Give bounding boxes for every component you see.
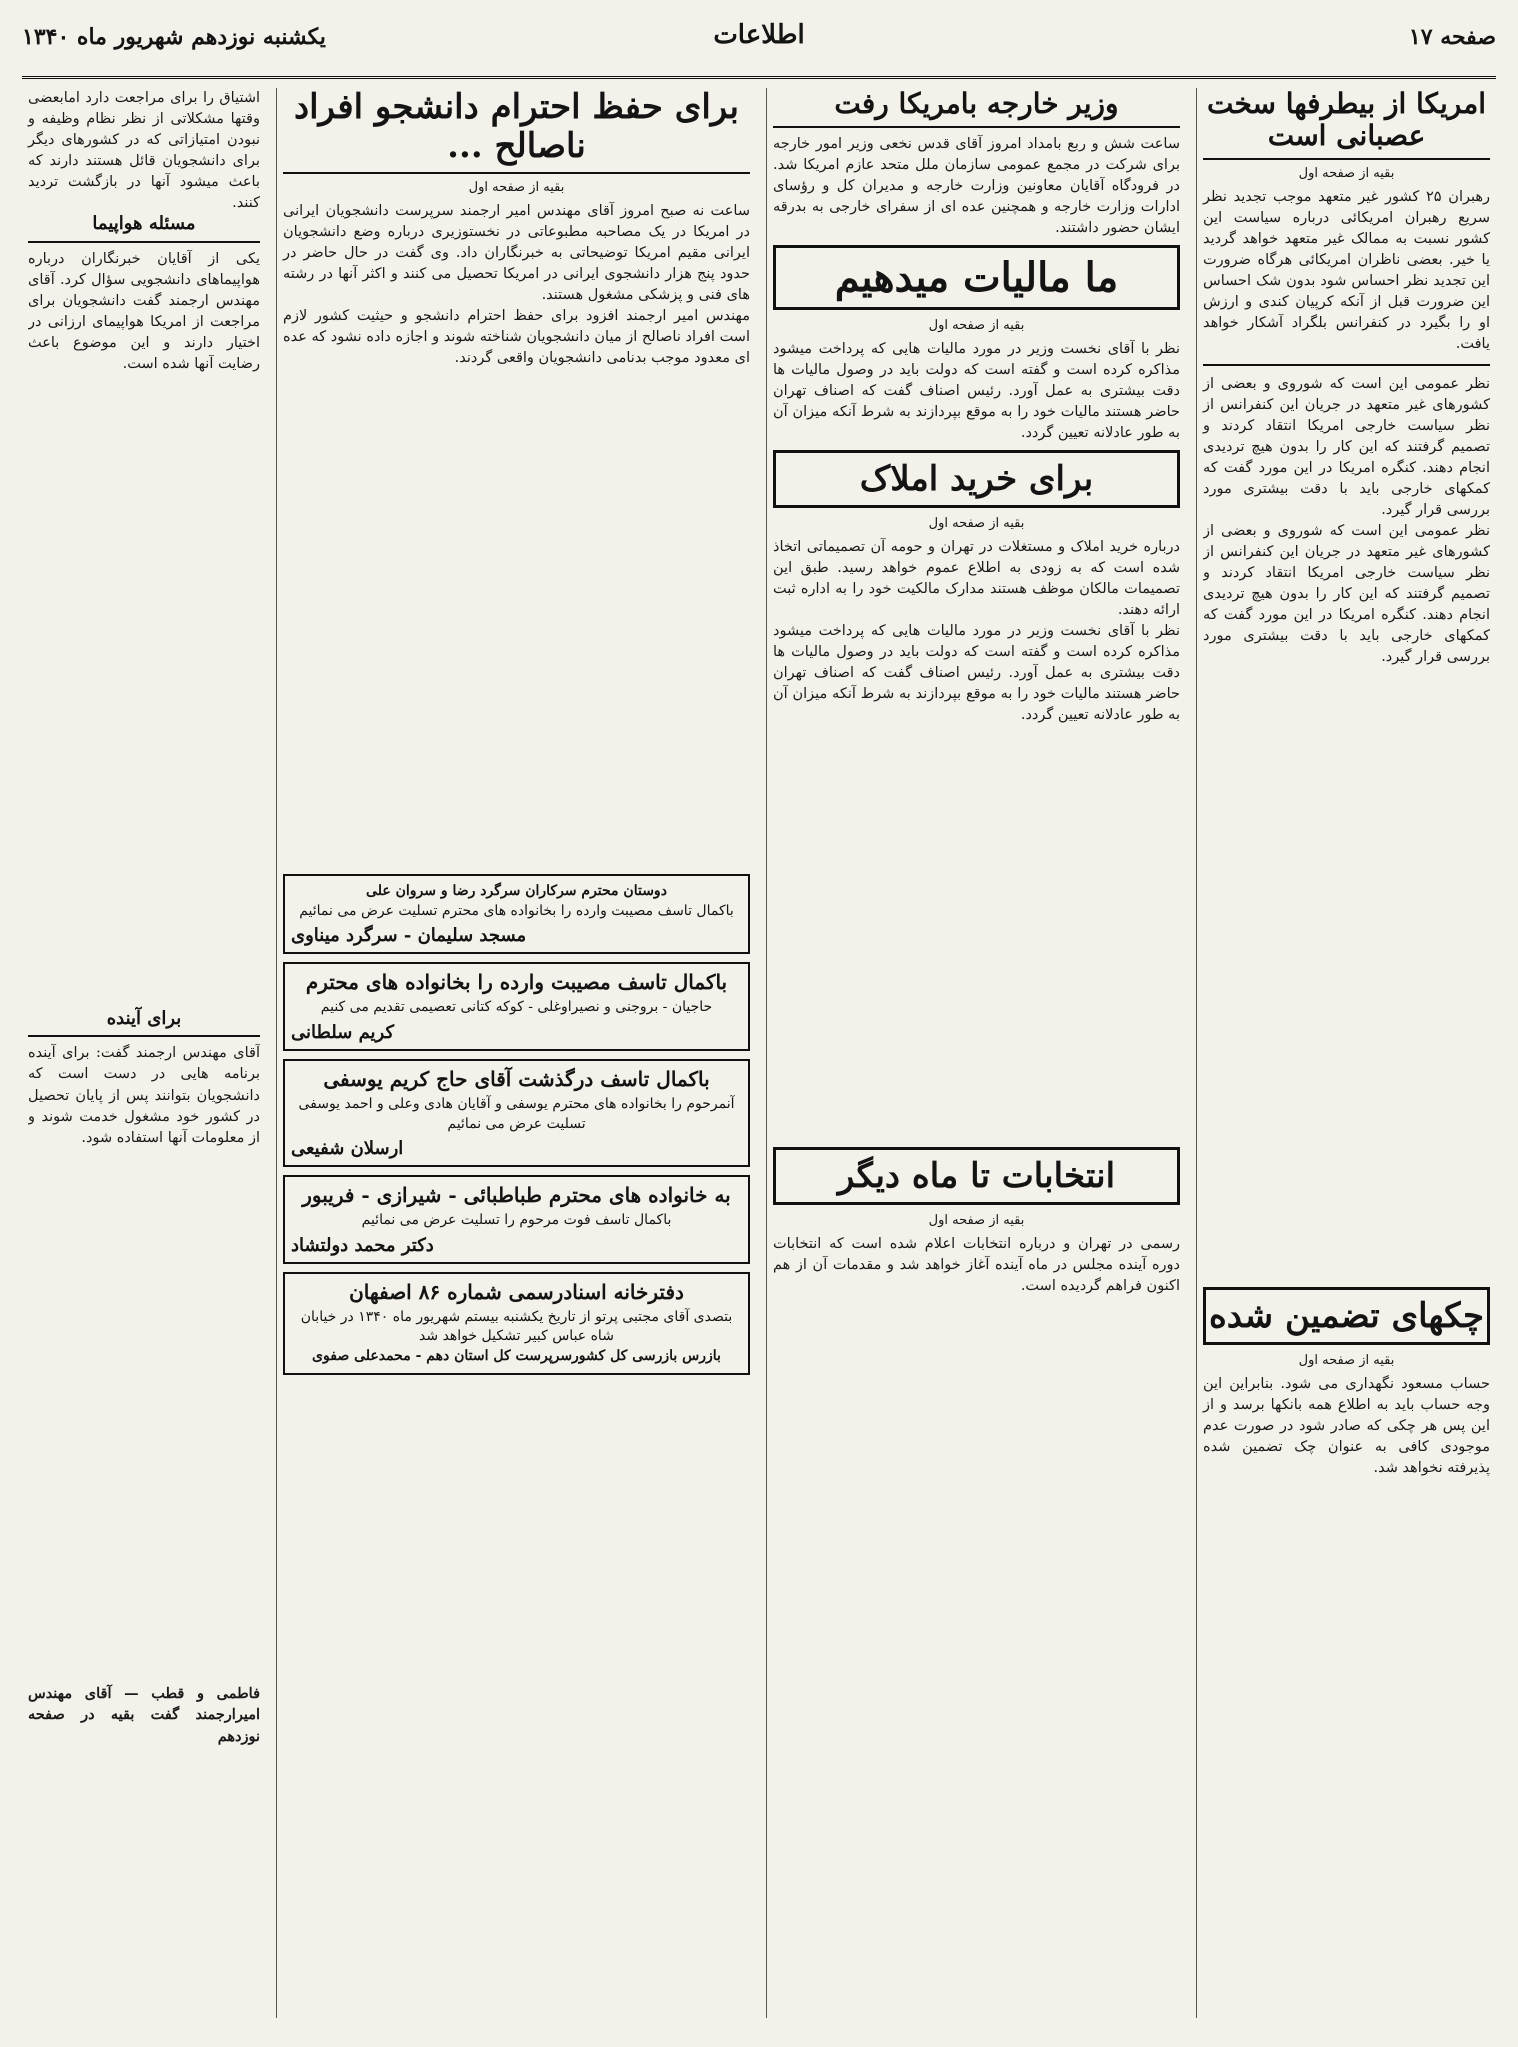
condolence-notice-3 — [283, 1059, 750, 1167]
condolence-notice-1 — [283, 874, 750, 954]
notice-signature: ارسلان شفیعی — [291, 1138, 404, 1160]
article-body: ساعت نه صبح امروز آقای مهندس امیر ارجمند سرپرست دانشجویان ایرانی در امریکا در یک مصاحبه مطبوعاتی در نخستوزیری درباره وضع دانشجویان ایرانی مقیم امریکا توضیحاتی به خبرنگاران داد. وی گفت در حال حاضر در حدود پنج هزار دانشجوی ایرانی در امریکا تحصیل می کنند و اکثر آنها در رشته های فنی و پزشکی مشغول هستند. — [283, 203, 750, 304]
newspaper-page — [22, 14, 1496, 2034]
ad-signature: بازرس بازرسی کل کشورسرپرست کل استان دهم - محمدعلی صفوی — [312, 1348, 721, 1365]
column-3 — [276, 88, 756, 2018]
article-body-continued: نظر عمومی این است که شوروی و بعضی از کشورهای غیر متعهد در جریان این کنفرانس از نظر سیاست خارجی امریکا انتقاد کردند و تصمیم گرفتند که این کار را بدون هیچ تردیدی انجام دهند. کنگره امریکا در این مورد گفت که کمکهای خارجی باید با دقت بیشتری مورد بررسی قرار گیرد. — [1203, 375, 1490, 518]
notice-signature: مسجد سلیمان - سرگرد میناوی — [291, 925, 527, 947]
notice-title: به خانواده های محترم طباطبائی - شیرازی - فریبور — [302, 1183, 731, 1208]
kicker: بقیه از صفحه اول — [928, 1213, 1025, 1229]
article-body-continued: مهندس امیر ارجمند افزود برای حفظ احترام دانشجو و حیثیت کشور لازم است افراد ناصالح از میان دانشجویان شناخته شوند و اجازه داده نشود که عده ای معدود موجب بدنامی دانشجویان واقعی گردند. — [283, 308, 750, 367]
condolence-notice-4 — [283, 1175, 750, 1264]
notice-body: باکمال تاسف مصیبت وارده را بخانواده های محترم تسلیت عرض می نمائیم — [299, 902, 734, 919]
divider — [1203, 364, 1490, 366]
headline-we-pay-taxes: ما مالیات میدهیم — [773, 245, 1180, 310]
ad-body: بتصدی آقای مجتبی پرتو از تاریخ یکشنبه بیستم شهریور ماه ۱۳۴۰ در خیابان شاه عباس کبیر تشکیل خواهد شد — [300, 1308, 733, 1345]
kicker: بقیه از صفحه اول — [928, 516, 1025, 532]
subhead-future: برای آینده — [28, 1009, 260, 1038]
article-footer: فاطمی و قطب — آقای مهندس امیرارجمند گفت بقیه در صفحه نوزدهم — [28, 1685, 260, 1745]
headline-guaranteed-cheques: چکهای تضمین شده — [1203, 1287, 1490, 1345]
notice-body: آنمرحوم را بخانواده های محترم یوسفی و آقایان هادی وعلی و احمد یوسفی تسلیت عرض می نمائیم — [298, 1096, 735, 1132]
article-body: ساعت شش و ربع بامداد امروز آقای قدس نخعی وزیر امور خارجه برای شرکت در مجمع عمومی سازمان ملل متحد عازم امریکا شد. در فرودگاه آقایان معاونین وزارت خارجه و مدیران کل و رؤسای ادارات وزارت خارجه و همچنین عده ای از سفرای خارجی به بدرقه ایشان حضور داشتند. — [773, 136, 1180, 237]
headline-elections: انتخابات تا ماه دیگر — [773, 1147, 1180, 1205]
subhead-airplane: مسئله هواپیما — [28, 214, 260, 243]
paper-name: اطلاعات — [713, 20, 805, 50]
headline-foreign-minister: وزیر خارجه بامریکا رفت — [773, 88, 1180, 128]
masthead — [22, 14, 1496, 79]
kicker: بقیه از صفحه اول — [1298, 1352, 1395, 1368]
article-body: نظر با آقای نخست وزیر در مورد مالیات هایی که پرداخت میشود مذاکره کرده است و گفته است که دولت باید در وصول مالیات ها دقت بیشتری به عمل آورد. رئیس اصناف گفت که اصناف تهران حاضر هستند مالیات خود را به موقع بپردازند به شرط آنکه میزان آن به طور عادلانه تعیین گردد. — [773, 341, 1180, 442]
article-body: یکی از آقایان خبرنگاران درباره هواپیماهای دانشجویی سؤال کرد. آقای مهندس ارجمند گفت دانشجویان برای مراجعت از امریکا هواپیمای ارزانی در اختیار دارند و این موضوع باعث رضایت آنها شده است. — [28, 250, 260, 372]
issue-date: یکشنبه نوزدهم شهریور ماه ۱۳۴۰ — [22, 24, 326, 50]
notice-body: حاجیان - بروجنی و نصیراوغلی - کوکه کتانی تعصیمی تقدیم می کنیم — [320, 999, 713, 1016]
column-2 — [766, 88, 1186, 2018]
notary-office-ad — [283, 1272, 750, 1375]
headline-students: برای حفظ احترام دانشجو افراد ناصالح ... — [283, 88, 750, 174]
page-number: صفحه ۱۷ — [1408, 24, 1496, 50]
kicker: بقیه از صفحه اول — [928, 318, 1025, 334]
column-4 — [22, 88, 266, 2018]
article-body: حساب مسعود نگهداری می شود. بنابراین این وجه حساب باید به اطلاع همه بانکها برسد و از این پس هر چکی که صادر شود در صورت عدم موجودی کافی به عنوان چک تضمین شده پذیرفته نخواهد شد. — [1203, 1375, 1490, 1476]
ad-title: دفترخانه اسنادرسمی شماره ۸۶ اصفهان — [349, 1279, 684, 1304]
notice-title: باکمال تاسف درگذشت آقای حاج کریم یوسفی — [323, 1067, 710, 1092]
article-body: آقای مهندس ارجمند گفت: برای آینده برنامه هایی در دست است که دانشجویان بتوانند پس از پایان تحصیل در کشور خود مشغول خدمت شوند و از معلومات آنها استفاده شود. — [28, 1045, 260, 1146]
article-body: درباره خرید املاک و مستغلات در تهران و حومه آن تصمیماتی اتخاذ شده است که به زودی به اطلاع عموم خواهد رسید. طبق این تصمیمات مالکان موظف هستند مدارک مالکیت خود را به اداره ثبت ارائه دهند. — [773, 539, 1180, 619]
notice-signature: کریم سلطانی — [291, 1022, 395, 1044]
article-filler: نظر عمومی این است که شوروی و بعضی از کشورهای غیر متعهد در جریان این کنفرانس از نظر سیاست خارجی امریکا انتقاد کردند و تصمیم گرفتند که این کار را بدون هیچ تردیدی انجام دهند. کنگره امریکا در این مورد گفت که کمکهای خارجی باید با دقت بیشتری مورد بررسی قرار گیرد. — [1203, 522, 1490, 665]
article-filler: نظر با آقای نخست وزیر در مورد مالیات هایی که پرداخت میشود مذاکره کرده است و گفته است که دولت باید در وصول مالیات ها دقت بیشتری به عمل آورد. رئیس اصناف گفت که اصناف تهران حاضر هستند مالیات خود را به موقع بپردازند به شرط آنکه میزان آن به طور عادلانه تعیین گردد. — [773, 623, 1180, 724]
column-1 — [1196, 88, 1496, 2018]
kicker: بقیه از صفحه اول — [1298, 166, 1395, 182]
article-body: رسمی در تهران و درباره انتخابات اعلام شده است که انتخابات دوره آینده مجلس در ماه آینده آغاز خواهد شد و مقدمات آن از هم اکنون فراهم گردیده است. — [773, 1236, 1180, 1295]
headline-property-purchase: برای خرید املاک — [773, 450, 1180, 508]
notice-signature: دکتر محمد دولتشاد — [291, 1234, 434, 1256]
article-body: رهبران ۲۵ کشور غیر متعهد موجب تجدید نظر سریع رهبران امریکائی درباره سیاست این کشور نسبت به ممالک غیر متعهد خواهد گردید یا خیر. بعضی ناظران امریکائی هرگاه ضرورت این تجدید نظر احساس شود بدون شک احساس این ضرورت قبل از آنکه کرپیان کندی و ارزش او را بگیرد در کنفرانس بلگراد آشکار خواهد یافت. — [1203, 189, 1491, 353]
article-body: اشتیاق را برای مراجعت دارد امابعضی وقتها مشکلاتی از نظر نظام وظیفه و نبودن امتیازاتی که در کشورهای دیگر برای دانشجویان قائل هستند دارند که باعث میشود آنها در بازگشت تردید کنند. — [28, 90, 260, 212]
headline-america: امریکا از بیطرفها سخت عصبانی است — [1203, 88, 1490, 160]
notice-body: باکمال تاسف فوت مرحوم را تسلیت عرض می نمائیم — [361, 1212, 672, 1229]
notice-title: باکمال تاسف مصیبت وارده را بخانواده های محترم — [305, 970, 728, 995]
kicker: بقیه از صفحه اول — [468, 180, 565, 196]
notice-title: دوستان محترم سرکاران سرگرد رضا و سروان علی — [366, 883, 667, 900]
condolence-notice-2 — [283, 962, 750, 1051]
